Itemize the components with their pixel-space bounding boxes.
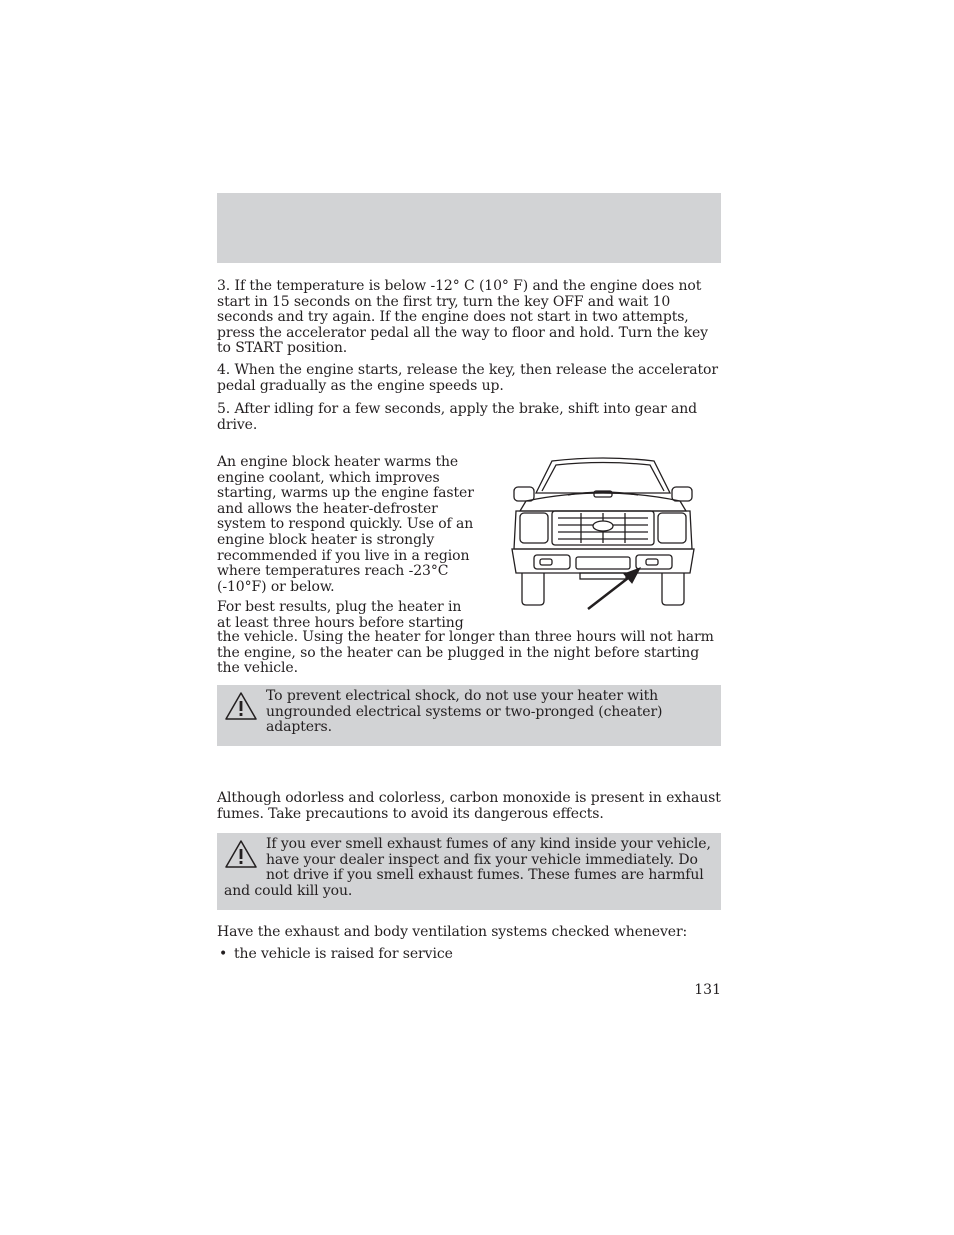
step-4: 4. When the engine starts, release the key, then release the accelerator pedal gradually as the engine speeds up.: [217, 362, 718, 394]
list-item-text: the vehicle is raised for service: [234, 946, 453, 962]
block-heater-para2-narrow: For best results, plug the heater in at least three hours before starting: [217, 599, 464, 631]
section-header-band: [217, 193, 721, 263]
warning-triangle-icon: [224, 839, 258, 869]
exhaust-intro: Although odorless and colorless, carbon monoxide is present in exhaust fumes. Take precautions to avoid its dangerous effects.: [217, 790, 721, 822]
warning-triangle-icon: [224, 691, 258, 721]
step-3: 3. If the temperature is below -12° C (10° F) and the engine does not start in 15 seconds on the first try, turn the key OFF and wait 10 seconds and try again. If the engine does not start in two attempts, press the accelerator pedal all the way to floor and hold. Turn the key to START position.: [217, 278, 708, 357]
step-5: 5. After idling for a few seconds, apply the brake, shift into gear and drive.: [217, 401, 698, 433]
page-number: 131: [694, 982, 721, 998]
block-heater-para2-full: the vehicle. Using the heater for longer than three hours will not harm the engine, so the heater can be plugged in the night before starting the vehicle.: [217, 629, 714, 677]
exhaust-fumes-warning: [217, 833, 721, 910]
ventilation-check-intro: Have the exhaust and body ventilation systems checked whenever:: [217, 924, 688, 940]
electrical-shock-warning: [217, 685, 721, 746]
truck-front-illustration: [508, 455, 698, 612]
electrical-shock-warning-text: To prevent electrical shock, do not use your heater with ungrounded electrical systems or two-pronged (cheater) adapters.: [266, 688, 663, 736]
block-heater-para1: An engine block heater warms the engine coolant, which improves starting, warms up the engine faster and allows the heater-defroster system to respond quickly. Use of an engine block heater is strongly recommended if you live in a region where temperatures reach -23°C (-10°F) or below.: [217, 454, 474, 595]
exhaust-fumes-warning-text: If you ever smell exhaust fumes of any kind inside your vehicle, have your dealer inspect and fix your vehicle immediately. Do not drive if you smell exhaust fumes. These fumes are harmful and could kill you.: [224, 836, 711, 899]
bullet-icon: •: [219, 946, 228, 962]
